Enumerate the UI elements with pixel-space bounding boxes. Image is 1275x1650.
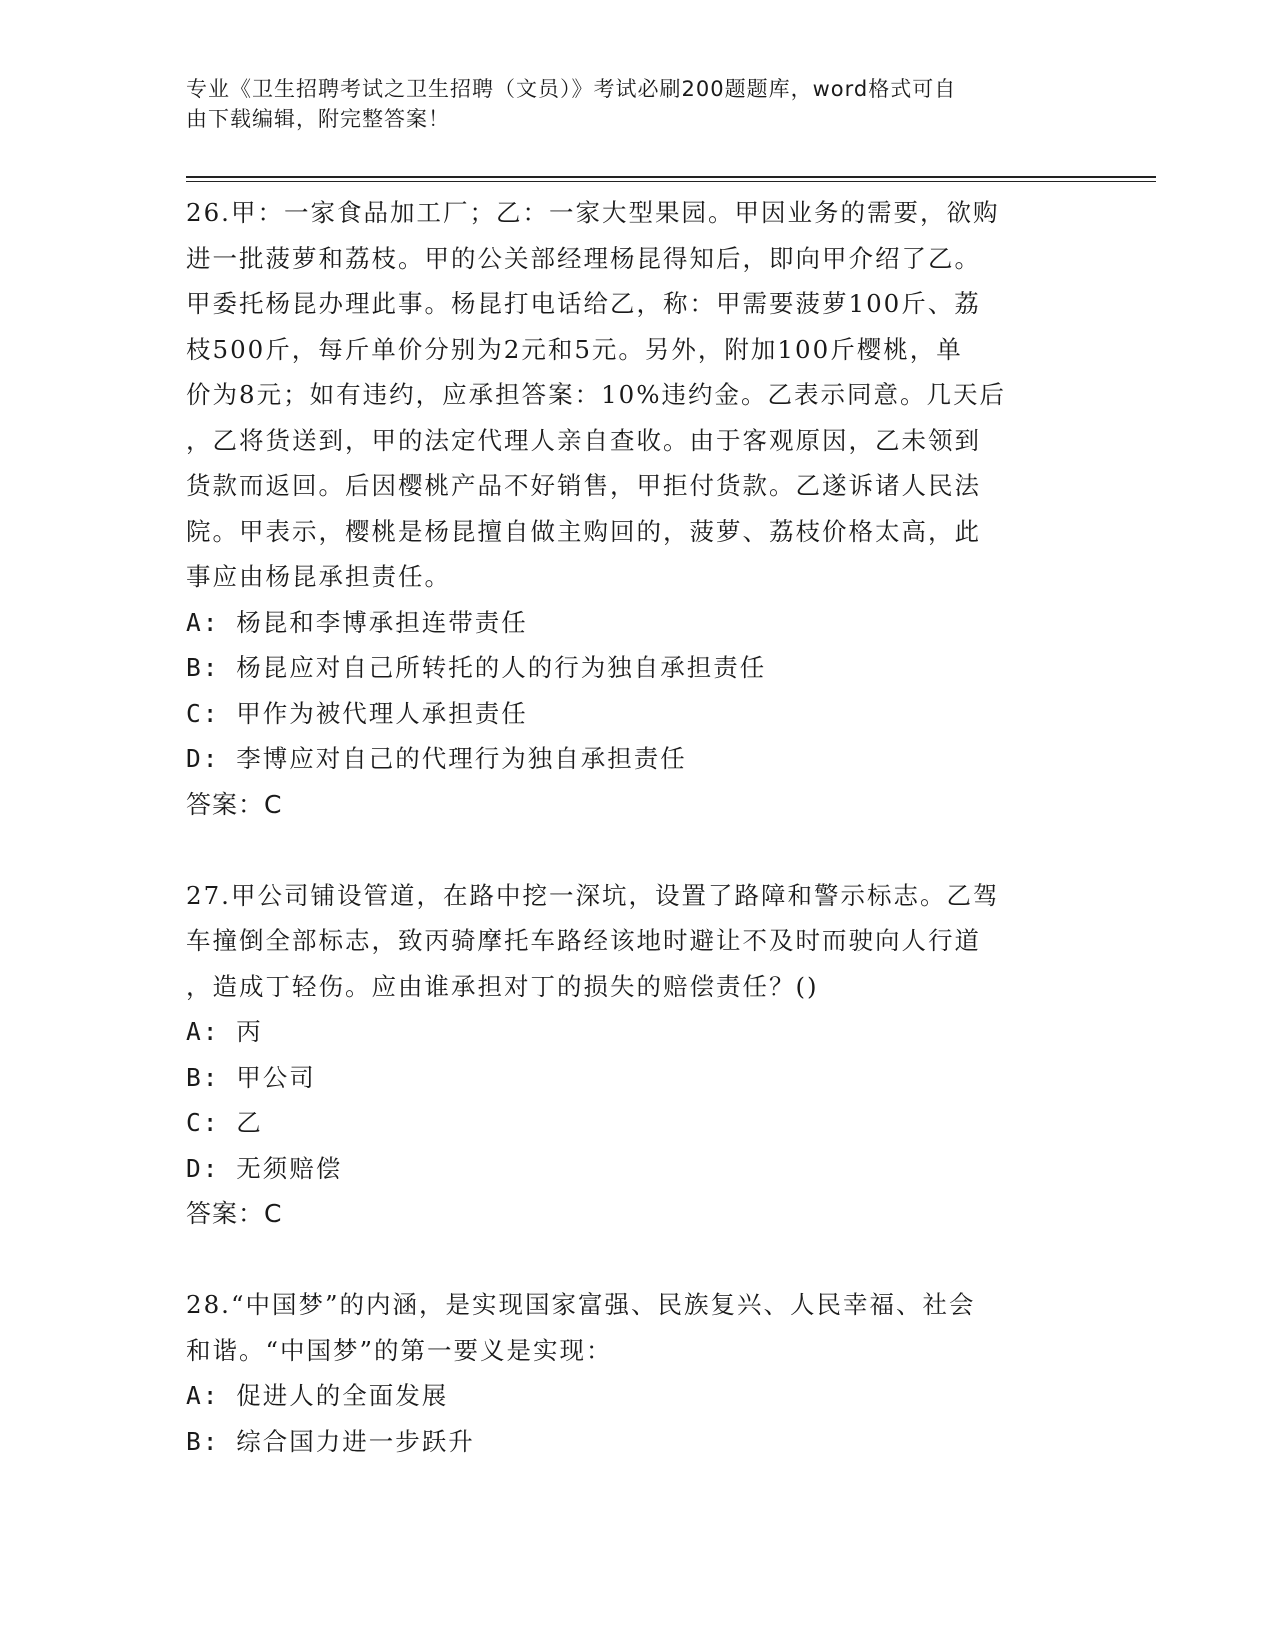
- option-d: D: 李博应对自己的代理行为独自承担责任: [186, 744, 687, 773]
- question-28: [186, 1282, 1086, 1464]
- question-list: [186, 190, 1086, 1464]
- option-c: C: 乙: [186, 1108, 263, 1137]
- question-text-line: 枝500斤，每斤单价分别为2元和5元。另外，附加100斤樱桃，单: [186, 334, 963, 364]
- question-text-line: 事应由杨昆承担责任。: [186, 562, 451, 591]
- question-text-line: 院。甲表示，樱桃是杨昆擅自做主购回的，菠萝、荔枝价格太高，此: [186, 516, 981, 546]
- question-text-line: 和谐。“中国梦”的第一要义是实现：: [186, 1335, 613, 1365]
- question-spacer: [186, 1237, 1086, 1283]
- document-header: [186, 74, 1066, 134]
- option-b: B: 杨昆应对自己所转托的人的行为独自承担责任: [186, 653, 767, 682]
- question-text-line: 进一批菠萝和荔枝。甲的公关部经理杨昆得知后，即向甲介绍了乙。: [186, 243, 981, 273]
- option-d: D: 无须赔偿: [186, 1153, 343, 1183]
- question-text-line: 26.甲：一家食品加工厂；乙：一家大型果园。甲因业务的需要，欲购: [186, 198, 1000, 227]
- header-line-2: 由下载编辑，附完整答案！: [186, 107, 450, 131]
- answer-line: 答案：C: [186, 1199, 283, 1228]
- question-text-line: ，造成丁轻伤。应由谁承担对丁的损失的赔偿责任？(): [186, 971, 819, 1001]
- answer-line: 答案：C: [186, 789, 283, 819]
- option-a: A: 促进人的全面发展: [186, 1381, 449, 1410]
- question-text-line: 货款而返回。后因樱桃产品不好销售，甲拒付货款。乙遂诉诸人民法: [186, 471, 981, 500]
- question-text-line: ，乙将货送到，甲的法定代理人亲自查收。由于客观原因，乙未领到: [186, 425, 981, 455]
- option-b: B: 甲公司: [186, 1062, 316, 1092]
- question-26: [186, 190, 1086, 827]
- option-b: B: 综合国力进一步跃升: [186, 1426, 475, 1456]
- question-text-line: 甲委托杨昆办理此事。杨昆打电话给乙，称：甲需要菠萝100斤、荔: [186, 289, 981, 318]
- question-text-line: 价为8元；如有违约，应承担答案：10%违约金。乙表示同意。几天后: [186, 380, 1007, 409]
- option-a: A: 丙: [186, 1017, 263, 1046]
- question-text-line: 车撞倒全部标志，致丙骑摩托车路经该地时避让不及时而驶向人行道: [186, 926, 981, 955]
- option-c: C: 甲作为被代理人承担责任: [186, 698, 528, 728]
- header-rule-thin: [186, 181, 1156, 182]
- question-text-line: 27.甲公司铺设管道，在路中挖一深坑，设置了路障和警示标志。乙驾: [186, 880, 1000, 910]
- question-27: [186, 873, 1086, 1237]
- question-spacer: [186, 827, 1086, 873]
- question-text-line: 28.“中国梦”的内涵，是实现国家富强、民族复兴、人民幸福、社会: [186, 1290, 976, 1319]
- header-line-1: 专业《卫生招聘考试之卫生招聘（文员）》考试必刷200题题库，word格式可自: [186, 77, 957, 101]
- option-a: A: 杨昆和李博承担连带责任: [186, 607, 528, 637]
- header-rule-thick: [186, 176, 1156, 178]
